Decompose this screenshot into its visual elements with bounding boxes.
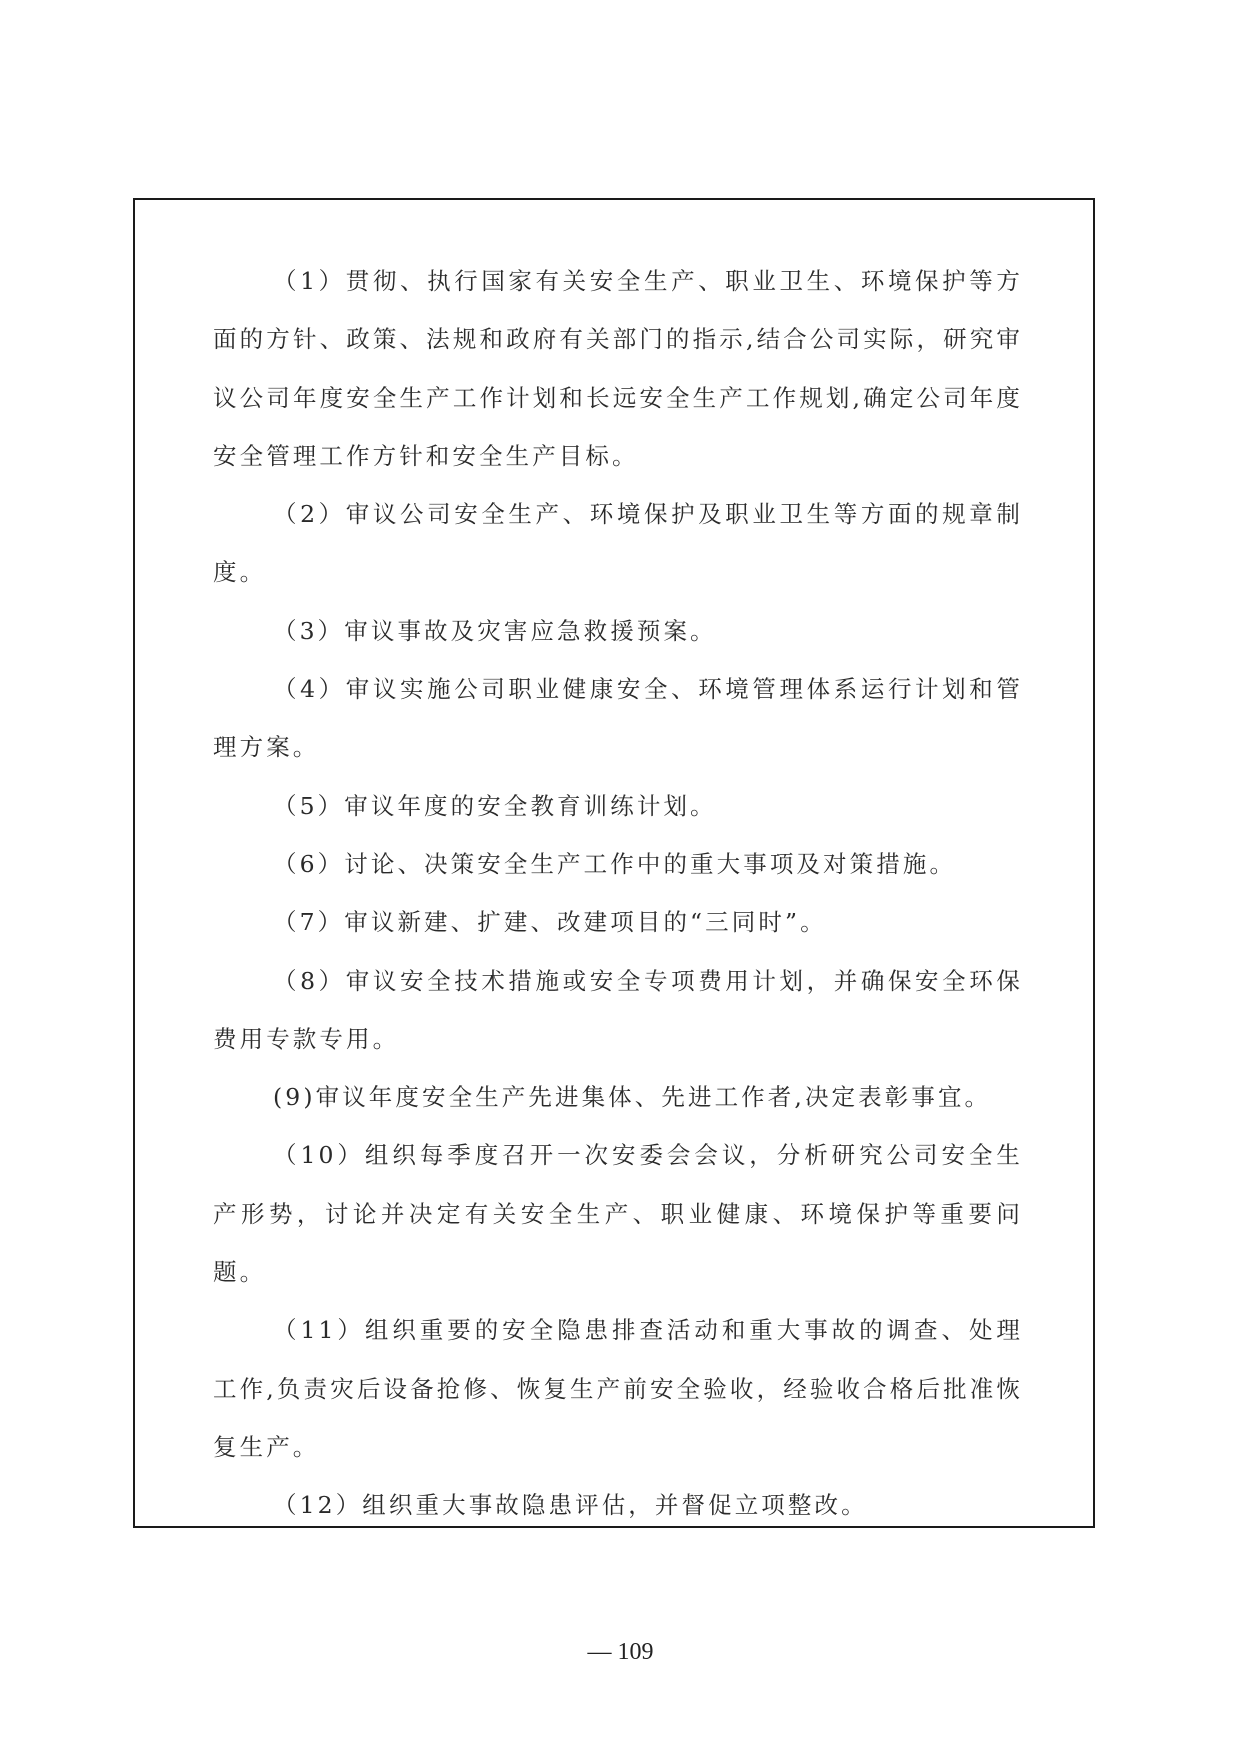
paragraph-7: （7）审议新建、扩建、改建项目的“三同时”。 xyxy=(273,908,827,937)
paragraph-1: （1）贯彻、执行国家有关安全生产、职业卫生、环境保护等方面的方针、政策、法规和政府有关部门的指示,结合公司实际，研究审议公司年度安全生产工作计划和长远安全生产工作规划,确定公司年度安全管理工作方针和安全生产目标。 xyxy=(213,267,1023,470)
paragraph-3: （3）审议事故及灾害应急救援预案。 xyxy=(273,616,717,645)
paragraph-11: （11）组织重要的安全隐患排查活动和重大事故的调查、处理工作,负责灾后设备抢修、恢复生产前安全验收，经验收合格后批准恢复生产。 xyxy=(213,1316,1023,1461)
paragraph-6: （6）讨论、决策安全生产工作中的重大事项及对策措施。 xyxy=(273,849,957,878)
paragraph-12: （12）组织重大事故隐患评估，并督促立项整改。 xyxy=(273,1491,868,1520)
paragraph-9: (9)审议年度安全生产先进集体、先进工作者,决定表彰事宜。 xyxy=(273,1083,992,1112)
content-frame xyxy=(133,198,1095,1528)
page-number: — 109 xyxy=(587,1639,654,1665)
document-body xyxy=(213,252,1023,1535)
paragraph-8: （8）审议安全技术措施或安全专项费用计划，并确保安全环保费用专款专用。 xyxy=(213,966,1023,1053)
paragraph-2: （2）审议公司安全生产、环境保护及职业卫生等方面的规章制度。 xyxy=(213,500,1023,587)
paragraph-4: （4）审议实施公司职业健康安全、环境管理体系运行计划和管理方案。 xyxy=(213,675,1023,762)
paragraph-5: （5）审议年度的安全教育训练计划。 xyxy=(273,791,717,820)
paragraph-10: （10）组织每季度召开一次安委会会议，分析研究公司安全生产形势，讨论并决定有关安全生产、职业健康、环境保护等重要问题。 xyxy=(213,1141,1023,1287)
